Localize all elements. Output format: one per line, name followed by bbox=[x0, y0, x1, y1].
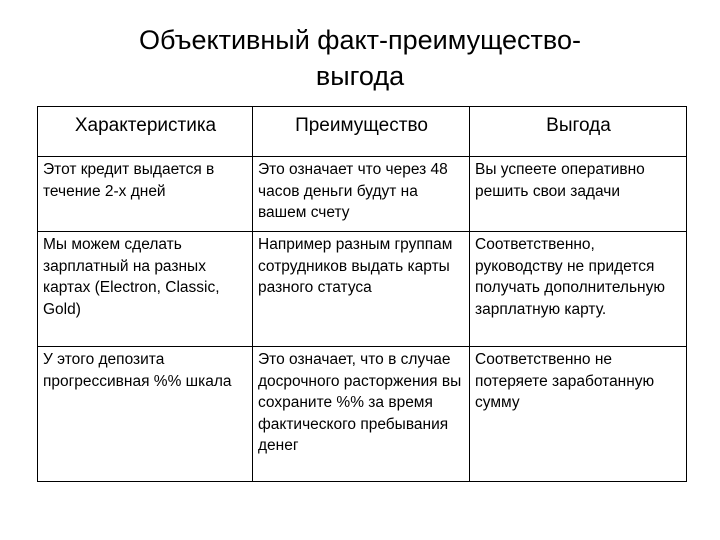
cell-advantage: Это означает, что в случае досрочного расторжения вы сохраните %% за время фактического пребывания денег bbox=[253, 347, 470, 482]
cell-characteristic: Мы можем сделать зарплатный на разных картах (Electron, Classic, Gold) bbox=[38, 232, 253, 347]
header-characteristic: Характеристика bbox=[38, 107, 253, 157]
slide-title-line-2: выгода bbox=[315, 61, 405, 91]
cell-advantage: Например разным группам сотрудников выдать карты разного статуса bbox=[253, 232, 470, 347]
header-benefit: Выгода bbox=[470, 107, 687, 157]
cell-characteristic: У этого депозита прогрессивная %% шкала bbox=[38, 347, 253, 482]
table-row bbox=[38, 157, 687, 232]
cell-characteristic: Этот кредит выдается в течение 2-х дней bbox=[38, 157, 253, 232]
header-advantage: Преимущество bbox=[253, 107, 470, 157]
cell-benefit: Соответственно, руководству не придется получать дополнительную зарплатную карту. bbox=[470, 232, 687, 347]
slide-title-line-1: Объективный факт-преимущество- bbox=[139, 25, 581, 55]
cell-benefit: Соответственно не потеряете заработанную сумму bbox=[470, 347, 687, 482]
table-row bbox=[38, 347, 687, 482]
cell-benefit: Вы успеете оперативно решить свои задачи bbox=[470, 157, 687, 232]
table-header-row bbox=[38, 107, 687, 157]
cell-advantage: Это означает что через 48 часов деньги будут на вашем счету bbox=[253, 157, 470, 232]
slide-title bbox=[0, 22, 720, 94]
table-row bbox=[38, 232, 687, 347]
fab-table bbox=[37, 106, 687, 482]
